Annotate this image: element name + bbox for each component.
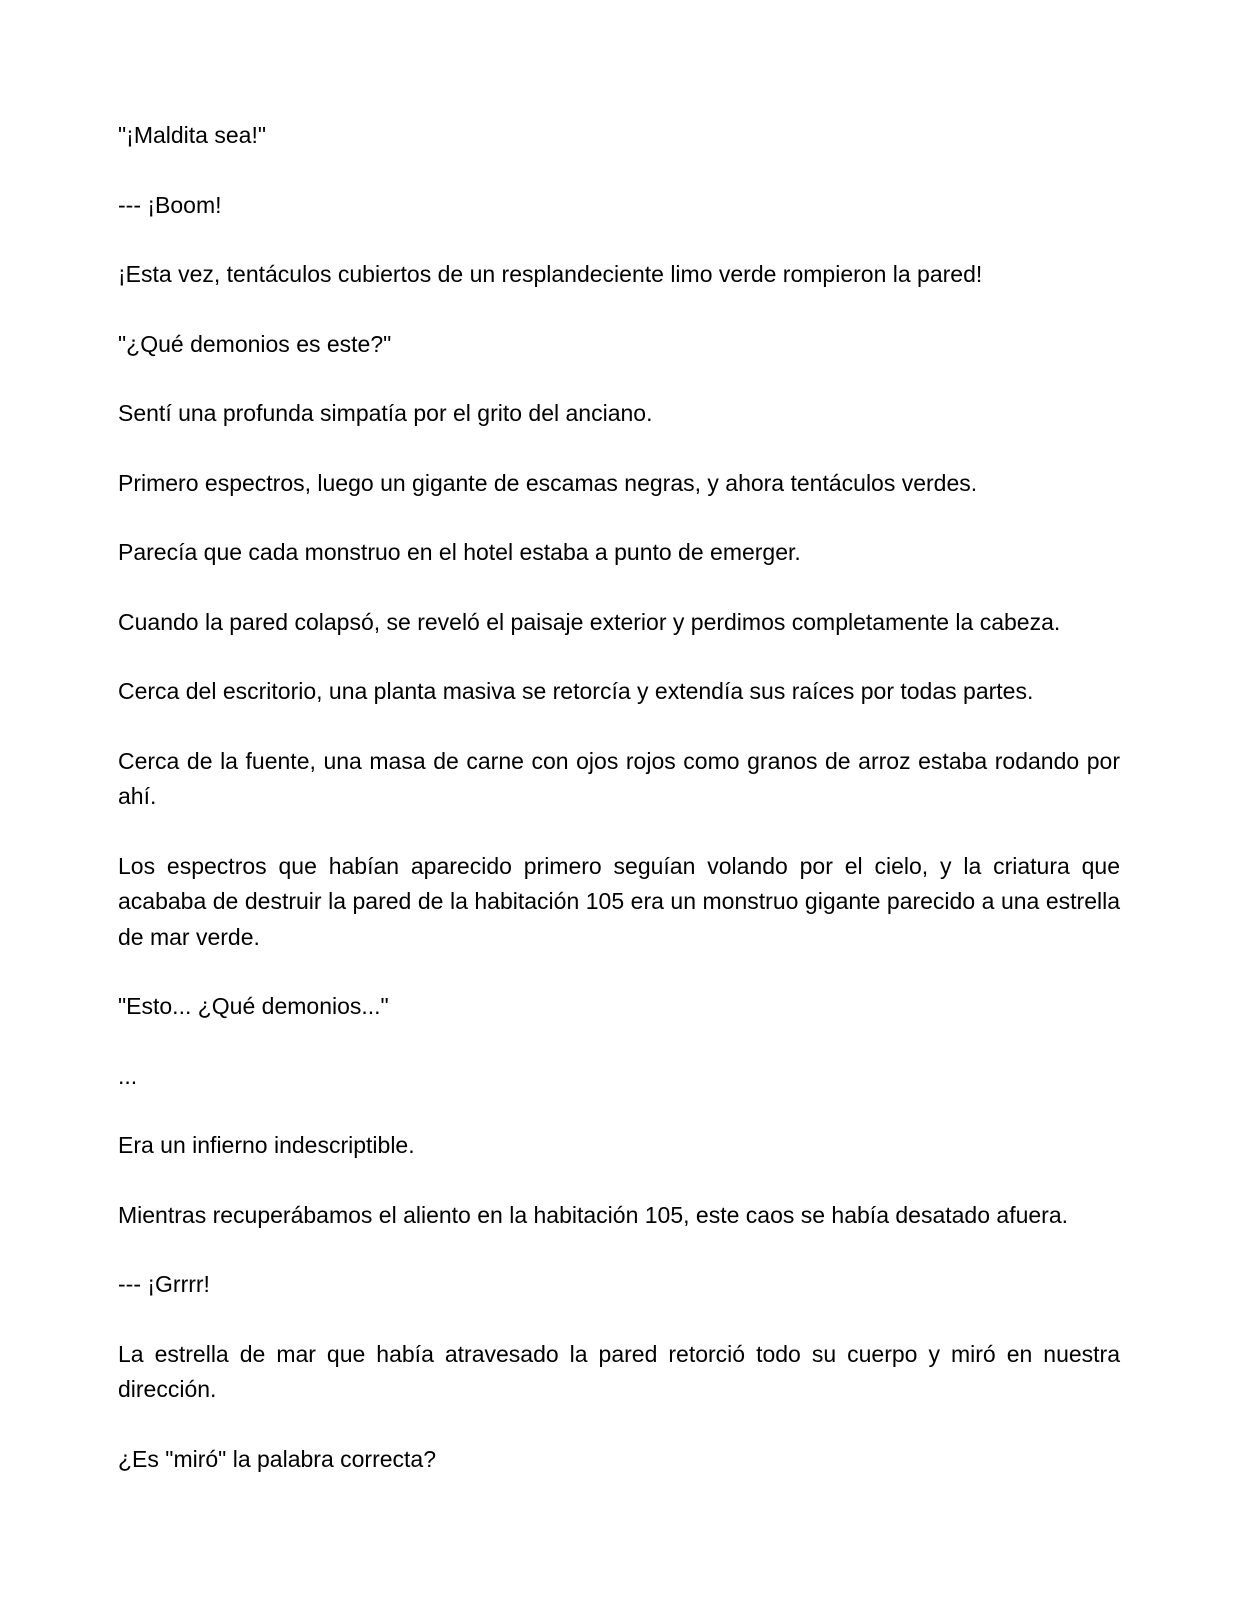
paragraph: Primero espectros, luego un gigante de escamas negras, y ahora tentáculos verdes. (118, 469, 978, 496)
paragraph: Cuando la pared colapsó, se reveló el paisaje exterior y perdimos completamente la cabeza. (118, 608, 1061, 635)
paragraph: --- ¡Grrrr! (118, 1271, 210, 1297)
paragraph: Cerca de la fuente, una masa de carne con ojos rojos como granos de arroz estaba rodando por ahí. (118, 747, 1120, 809)
paragraph: "¡Maldita sea!" (118, 122, 266, 148)
paragraph: Cerca del escritorio, una planta masiva se retorcía y extendía sus raíces por todas partes. (118, 678, 1034, 704)
paragraph: --- ¡Boom! (118, 191, 222, 218)
paragraph: ¡Esta vez, tentáculos cubiertos de un resplandeciente limo verde rompieron la pared! (118, 261, 983, 287)
paragraph: Los espectros que habían aparecido primero seguían volando por el cielo, y la criatura que acababa de destruir la pared de la habitación 105 era un monstruo gigante parecido a una estrella de mar verde. (118, 852, 1120, 950)
paragraph: Sentí una profunda simpatía por el grito del anciano. (118, 400, 653, 426)
paragraph: Era un infierno indescriptible. (118, 1132, 415, 1158)
paragraph: La estrella de mar que había atravesado la pared retorció todo su cuerpo y miró en nuestra dirección. (118, 1340, 1120, 1402)
paragraph: Mientras recuperábamos el aliento en la habitación 105, este caos se había desatado afuera. (118, 1201, 1069, 1228)
paragraph: "Esto... ¿Qué demonios..." (118, 993, 389, 1019)
paragraph: ... (118, 1062, 138, 1089)
paragraph: Parecía que cada monstruo en el hotel estaba a punto de emerger. (118, 539, 801, 565)
document-body (118, 118, 1120, 1511)
paragraph: "¿Qué demonios es este?" (118, 330, 392, 357)
paragraph: ¿Es "miró" la palabra correcta? (118, 1445, 437, 1472)
